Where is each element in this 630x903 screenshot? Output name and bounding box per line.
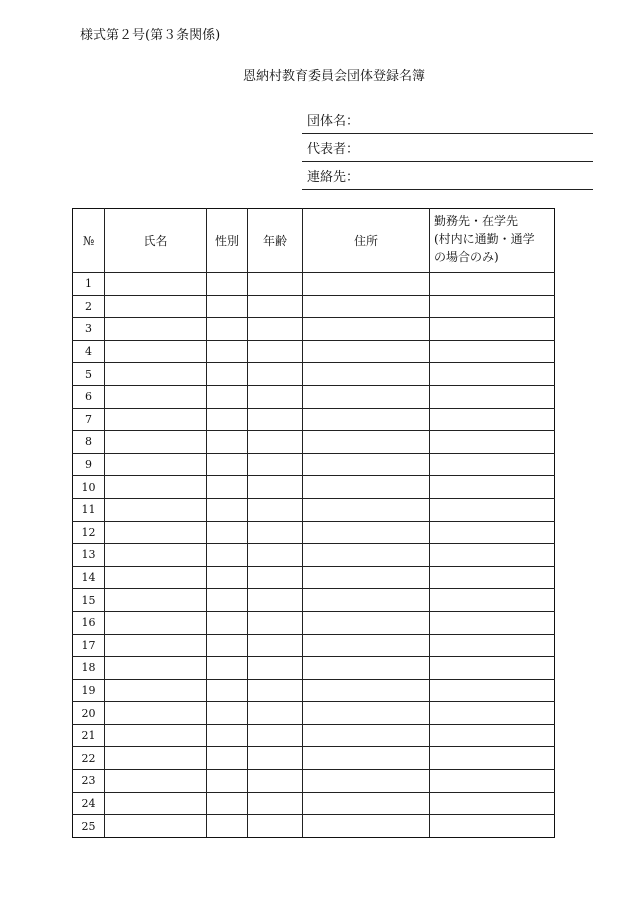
address-cell[interactable]: [303, 453, 430, 476]
name-cell[interactable]: [105, 453, 207, 476]
table-header-row: [73, 209, 555, 273]
header-name: 氏名: [105, 209, 207, 273]
address-cell[interactable]: [303, 318, 430, 341]
row-number: 15: [73, 589, 105, 612]
contact-field[interactable]: [302, 162, 593, 190]
name-cell[interactable]: [105, 611, 207, 634]
table-row: [73, 815, 555, 838]
name-cell[interactable]: [105, 589, 207, 612]
gender-cell[interactable]: [207, 408, 248, 431]
row-number: 19: [73, 679, 105, 702]
gender-cell[interactable]: [207, 385, 248, 408]
address-cell[interactable]: [303, 634, 430, 657]
workplace-cell[interactable]: [430, 295, 555, 318]
row-number: 16: [73, 611, 105, 634]
name-cell[interactable]: [105, 566, 207, 589]
age-cell[interactable]: [248, 431, 303, 454]
workplace-cell[interactable]: [430, 340, 555, 363]
member-roster-table: [72, 208, 555, 838]
age-cell[interactable]: [248, 498, 303, 521]
row-number: 8: [73, 431, 105, 454]
table-row: [73, 679, 555, 702]
age-cell[interactable]: [248, 815, 303, 838]
workplace-cell[interactable]: [430, 589, 555, 612]
workplace-cell[interactable]: [430, 476, 555, 499]
age-cell[interactable]: [248, 747, 303, 770]
header-address: 住所: [303, 209, 430, 273]
workplace-cell[interactable]: [430, 634, 555, 657]
row-number: 13: [73, 544, 105, 567]
table-row: [73, 340, 555, 363]
name-cell[interactable]: [105, 724, 207, 747]
table-row: [73, 521, 555, 544]
table-row: [73, 611, 555, 634]
address-cell[interactable]: [303, 273, 430, 296]
table-row: [73, 273, 555, 296]
workplace-cell[interactable]: [430, 566, 555, 589]
gender-cell[interactable]: [207, 679, 248, 702]
workplace-cell[interactable]: [430, 544, 555, 567]
table-row: [73, 544, 555, 567]
table-row: [73, 476, 555, 499]
workplace-cell[interactable]: [430, 611, 555, 634]
gender-cell[interactable]: [207, 476, 248, 499]
address-cell[interactable]: [303, 544, 430, 567]
gender-cell[interactable]: [207, 634, 248, 657]
age-cell[interactable]: [248, 657, 303, 680]
name-cell[interactable]: [105, 747, 207, 770]
age-cell[interactable]: [248, 544, 303, 567]
table-row: [73, 431, 555, 454]
address-cell[interactable]: [303, 815, 430, 838]
header-workplace: [430, 209, 555, 273]
table-row: [73, 589, 555, 612]
age-cell[interactable]: [248, 273, 303, 296]
gender-cell[interactable]: [207, 273, 248, 296]
name-cell[interactable]: [105, 431, 207, 454]
address-cell[interactable]: [303, 657, 430, 680]
row-number: 25: [73, 815, 105, 838]
gender-cell[interactable]: [207, 657, 248, 680]
name-cell[interactable]: [105, 634, 207, 657]
roster-body: [73, 273, 555, 838]
gender-cell[interactable]: [207, 815, 248, 838]
workplace-cell[interactable]: [430, 679, 555, 702]
workplace-cell[interactable]: [430, 431, 555, 454]
name-cell[interactable]: [105, 521, 207, 544]
address-cell[interactable]: [303, 611, 430, 634]
address-cell[interactable]: [303, 521, 430, 544]
table-row: [73, 724, 555, 747]
group-name-label: 団体名：: [307, 114, 360, 129]
header-no: №: [73, 209, 105, 273]
table-row: [73, 792, 555, 815]
workplace-cell[interactable]: [430, 521, 555, 544]
name-cell[interactable]: [105, 679, 207, 702]
table-row: [73, 498, 555, 521]
address-cell[interactable]: [303, 498, 430, 521]
age-cell[interactable]: [248, 385, 303, 408]
row-number: 5: [73, 363, 105, 386]
workplace-cell[interactable]: [430, 385, 555, 408]
address-cell[interactable]: [303, 702, 430, 725]
name-cell[interactable]: [105, 318, 207, 341]
row-number: 20: [73, 702, 105, 725]
name-cell[interactable]: [105, 792, 207, 815]
name-cell[interactable]: [105, 476, 207, 499]
header-age: 年齢: [248, 209, 303, 273]
row-number: 2: [73, 295, 105, 318]
address-cell[interactable]: [303, 724, 430, 747]
gender-cell[interactable]: [207, 498, 248, 521]
row-number: 12: [73, 521, 105, 544]
row-number: 11: [73, 498, 105, 521]
gender-cell[interactable]: [207, 702, 248, 725]
table-row: [73, 634, 555, 657]
table-row: [73, 318, 555, 341]
document-title: 恩納村教育委員会団体登録名簿: [242, 69, 425, 84]
workplace-cell[interactable]: [430, 453, 555, 476]
gender-cell[interactable]: [207, 792, 248, 815]
name-cell[interactable]: [105, 295, 207, 318]
name-cell[interactable]: [105, 657, 207, 680]
age-cell[interactable]: [248, 770, 303, 793]
age-cell[interactable]: [248, 363, 303, 386]
workplace-cell[interactable]: [430, 657, 555, 680]
gender-cell[interactable]: [207, 770, 248, 793]
table-row: [73, 747, 555, 770]
gender-cell[interactable]: [207, 611, 248, 634]
table-row: [73, 453, 555, 476]
row-number: 3: [73, 318, 105, 341]
age-cell[interactable]: [248, 679, 303, 702]
row-number: 7: [73, 408, 105, 431]
form-number: 様式第２号(第３条関係): [80, 28, 221, 43]
workplace-cell[interactable]: [430, 724, 555, 747]
row-number: 18: [73, 657, 105, 680]
gender-cell[interactable]: [207, 318, 248, 341]
contact-label: 連絡先：: [307, 170, 360, 185]
age-cell[interactable]: [248, 340, 303, 363]
row-number: 6: [73, 385, 105, 408]
age-cell[interactable]: [248, 521, 303, 544]
name-cell[interactable]: [105, 815, 207, 838]
address-cell[interactable]: [303, 792, 430, 815]
table-row: [73, 657, 555, 680]
age-cell[interactable]: [248, 792, 303, 815]
age-cell[interactable]: [248, 566, 303, 589]
address-cell[interactable]: [303, 295, 430, 318]
workplace-cell[interactable]: [430, 747, 555, 770]
header-workplace-line2: (村内に通勤・通学: [434, 232, 535, 246]
gender-cell[interactable]: [207, 363, 248, 386]
workplace-cell[interactable]: [430, 770, 555, 793]
gender-cell[interactable]: [207, 340, 248, 363]
header-workplace-line3: の場合のみ): [434, 250, 499, 264]
gender-cell[interactable]: [207, 747, 248, 770]
gender-cell[interactable]: [207, 453, 248, 476]
address-cell[interactable]: [303, 589, 430, 612]
name-cell[interactable]: [105, 770, 207, 793]
row-number: 4: [73, 340, 105, 363]
workplace-cell[interactable]: [430, 408, 555, 431]
workplace-cell[interactable]: [430, 318, 555, 341]
address-cell[interactable]: [303, 340, 430, 363]
name-cell[interactable]: [105, 498, 207, 521]
gender-cell[interactable]: [207, 521, 248, 544]
row-number: 22: [73, 747, 105, 770]
age-cell[interactable]: [248, 408, 303, 431]
age-cell[interactable]: [248, 295, 303, 318]
age-cell[interactable]: [248, 702, 303, 725]
representative-label: 代表者：: [307, 142, 360, 157]
table-row: [73, 363, 555, 386]
header-workplace-line1: 勤務先・在学先: [434, 214, 519, 228]
address-cell[interactable]: [303, 566, 430, 589]
age-cell[interactable]: [248, 634, 303, 657]
row-number: 14: [73, 566, 105, 589]
name-cell[interactable]: [105, 385, 207, 408]
name-cell[interactable]: [105, 363, 207, 386]
table-row: [73, 770, 555, 793]
workplace-cell[interactable]: [430, 363, 555, 386]
gender-cell[interactable]: [207, 566, 248, 589]
age-cell[interactable]: [248, 453, 303, 476]
representative-field[interactable]: [302, 134, 593, 162]
address-cell[interactable]: [303, 363, 430, 386]
workplace-cell[interactable]: [430, 815, 555, 838]
table-row: [73, 385, 555, 408]
row-number: 1: [73, 273, 105, 296]
table-row: [73, 408, 555, 431]
table-row: [73, 566, 555, 589]
name-cell[interactable]: [105, 340, 207, 363]
name-cell[interactable]: [105, 408, 207, 431]
age-cell[interactable]: [248, 724, 303, 747]
row-number: 23: [73, 770, 105, 793]
address-cell[interactable]: [303, 770, 430, 793]
address-cell[interactable]: [303, 747, 430, 770]
group-name-field[interactable]: [302, 106, 593, 134]
workplace-cell[interactable]: [430, 702, 555, 725]
table-row: [73, 702, 555, 725]
table-row: [73, 295, 555, 318]
gender-cell[interactable]: [207, 295, 248, 318]
address-cell[interactable]: [303, 679, 430, 702]
age-cell[interactable]: [248, 589, 303, 612]
gender-cell[interactable]: [207, 431, 248, 454]
gender-cell[interactable]: [207, 589, 248, 612]
age-cell[interactable]: [248, 611, 303, 634]
name-cell[interactable]: [105, 273, 207, 296]
address-cell[interactable]: [303, 431, 430, 454]
workplace-cell[interactable]: [430, 792, 555, 815]
row-number: 17: [73, 634, 105, 657]
gender-cell[interactable]: [207, 724, 248, 747]
name-cell[interactable]: [105, 544, 207, 567]
gender-cell[interactable]: [207, 544, 248, 567]
group-info-block: [302, 106, 593, 190]
age-cell[interactable]: [248, 318, 303, 341]
address-cell[interactable]: [303, 385, 430, 408]
workplace-cell[interactable]: [430, 273, 555, 296]
row-number: 9: [73, 453, 105, 476]
row-number: 24: [73, 792, 105, 815]
workplace-cell[interactable]: [430, 498, 555, 521]
row-number: 10: [73, 476, 105, 499]
address-cell[interactable]: [303, 476, 430, 499]
row-number: 21: [73, 724, 105, 747]
address-cell[interactable]: [303, 408, 430, 431]
header-gender: 性別: [207, 209, 248, 273]
age-cell[interactable]: [248, 476, 303, 499]
name-cell[interactable]: [105, 702, 207, 725]
